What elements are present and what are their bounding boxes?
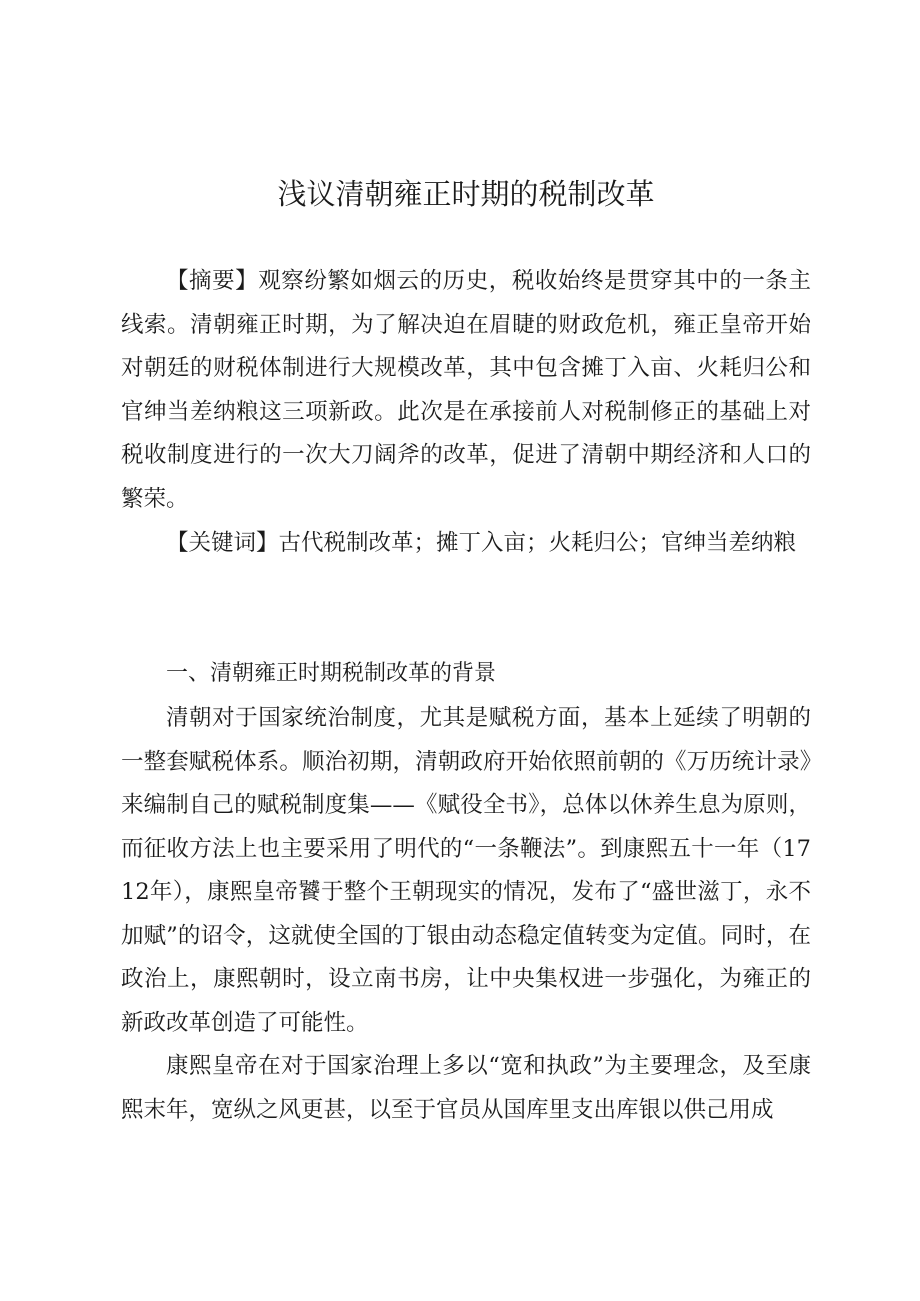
body-paragraph: 清朝对于国家统治制度，尤其是赋税方面，基本上延续了明朝的一整套赋税体系。顺治初期，清朝政府开始依照前朝的《万历统计录》来编制自己的赋税制度集——《赋役全书》，总体以休养生息为原则，而征收方法上也主要采用了明代的“一条鞭法”。到康熙五十一年（1712年），康熙皇帝饕于整个王朝现实的情况，发布了“盛世滋丁，永不加赋”的诏令，这就使全国的丁银由动态稳定值转变为定值。同时，在政治上，康熙朝时，设立南书房，让中央集权进一步强化，为雍正的新政改革创造了可能性。 [121,705,811,1036]
abstract-paragraph: 【摘要】观察纷繁如烟云的历史，税收始终是贯穿其中的一条主线索。清朝雍正时期，为了解决迫在眉睫的财政危机，雍正皇帝开始对朝廷的财税体制进行大规模改革，其中包含摊丁入亩、火耗归公和官绅当差纳粮这三项新政。此次是在承接前人对税制修正的基础上对税收制度进行的一次大刀阔斧的改革，促进了清朝中期经济和人口的繁荣。 [121,268,811,512]
document-title: 浅议清朝雍正时期的税制改革 [277,177,655,211]
keywords-paragraph: 【关键词】古代税制改革；摊丁入亩；火耗归公；官绅当差纳粮 [166,530,797,556]
body-paragraph: 康熙皇帝在对于国家治理上多以“宽和执政”为主要理念，及至康熙末年，宽纵之风更甚，以至于官员从国库里支出库银以供己用成 [121,1053,811,1123]
section-heading: 一、清朝雍正时期税制改革的背景 [166,661,497,686]
